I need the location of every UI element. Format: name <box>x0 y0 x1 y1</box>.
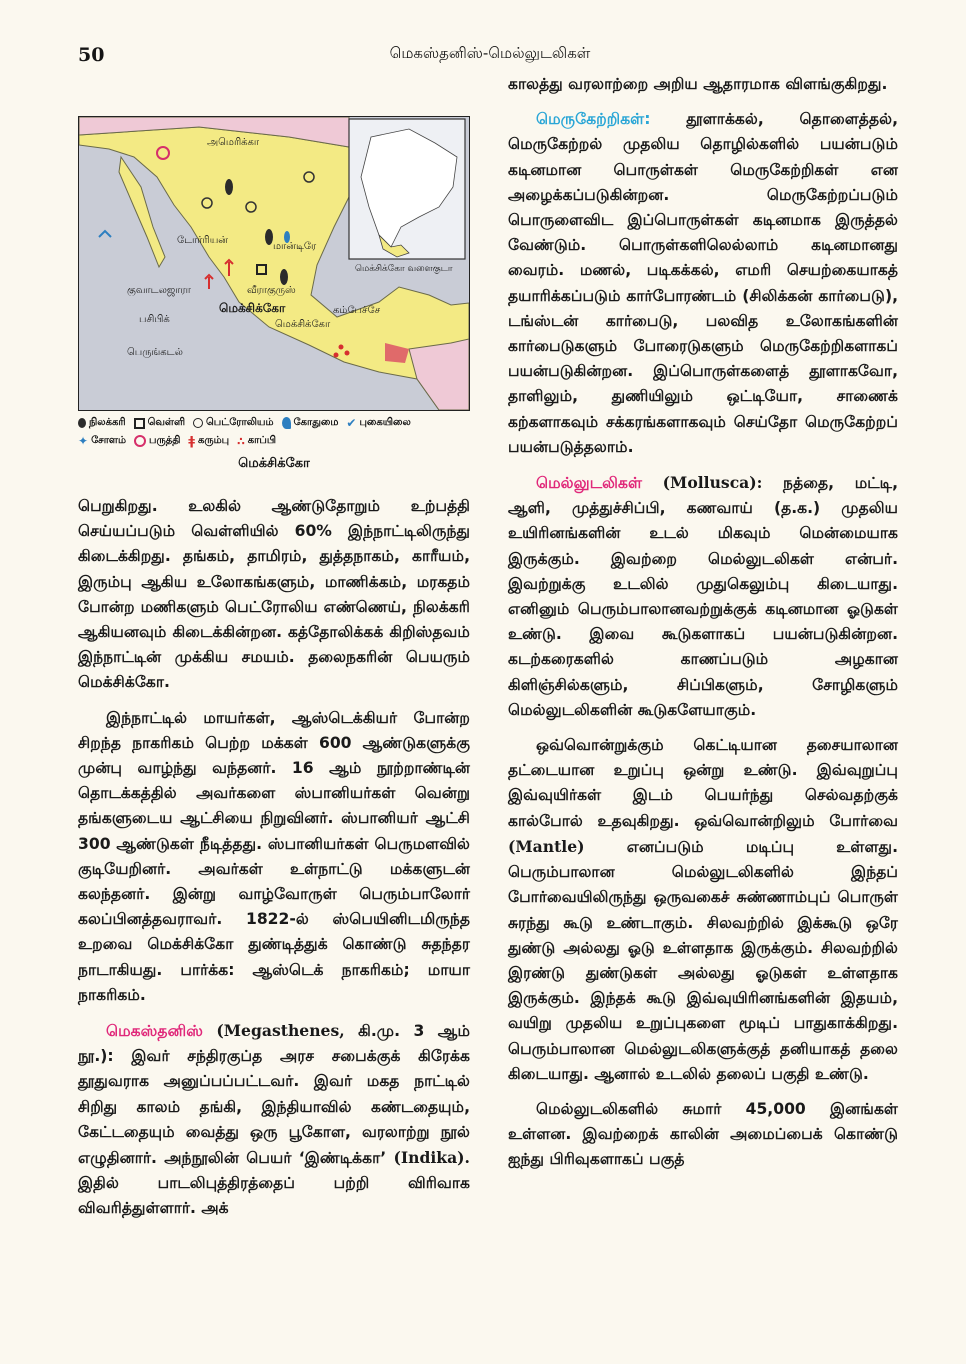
paragraph: இந்நாட்டில் மாயர்கள், ஆஸ்டெக்கியர் போன்ற சிறந்த நாகரிகம் பெற்ற மக்கள் 600 ஆண்டுகளுக்கு முன்பு வாழ்ந்து வந்தனர். 16 ஆம் நூற்றாண்டின் தொடக்கத்தில் அவர்களை ஸ்பானியர்கள் வென்று தங்களுடைய ஆட்சியை நிறுவினர். ஸ்பானியர் ஆட்சி 300 ஆண்டுகள் நீடித்தது. ஸ்பானியர்கள் பெருமளவில் குடியேறினர். அவர்கள் உள்நாட்டு மக்களுடன் கலந்தனர். இன்று வாழ்வோருள் பெரும்பாலோர் கலப்பினத்தவராவர். 1822-ல் ஸ்பெயினிடமிருந்த உறவை மெக்சிக்கோ துண்டித்துக் கொண்டு சுதந்தர நாடாகியது. பார்க்க: ஆஸ்டெக் நாகரிகம்; மாயா நாகரிகம். <box>78 708 470 1004</box>
legend-petroleum <box>193 417 273 429</box>
map-label-pacific: பசிபிக் <box>139 314 170 325</box>
right-column-text <box>508 72 898 1173</box>
paragraph-abrasives <box>508 107 898 460</box>
map-label-gulf: மெக்சிக்கோ வளைகுடா <box>355 264 453 274</box>
silver-icon <box>134 418 145 429</box>
map-caption: மெக்சிக்கோ <box>238 456 310 471</box>
coal-icon <box>78 418 86 428</box>
map-graphic <box>79 117 469 410</box>
map-label-torreon: டோர்ரியன் <box>177 235 228 246</box>
left-column-text <box>78 494 470 1222</box>
map-label-veracruz: வீராகுருஸ் <box>247 285 296 296</box>
coffee-icon <box>345 351 350 356</box>
paragraph-mantle <box>508 733 898 1087</box>
mexico-map <box>78 116 470 411</box>
paragraph-body: எனப்படும் மடிப்பு உள்ளது. பெரும்பாலான மெல்லுடலிகளில் இந்தப் போர்வையிலிருந்து ஒருவகைச் சுண்ணாம்புப் பொருள் சுரந்து கூடு உண்டாகும். சிலவற்றில் இக்கூடு ஒரே துண்டு அல்லது ஓடு உள்ளதாக இருக்கும். சிலவற்றில் இரண்டு துண்டுகள் அல்லது ஓடுகள் உள்ளதாக இருக்கும். இந்தக் கூடு இவ்வுயிரினங்களின் இதயம், வயிறு முதலிய உறுப்புகளை மூடிப் பாதுகாக்கிறது. பெரும்பாலான மெல்லுடலிகளுக்குத் தனியாகத் தலை கிடையாது. ஆனால் உடலில் தலைப் பகுதி உண்டு. <box>508 837 898 1083</box>
tobacco-icon: ✔ <box>346 416 357 430</box>
legend-row-1 <box>78 414 470 432</box>
entry-date: கி.மு. 3 ஆம் நூ.): <box>78 1022 471 1066</box>
coal-icon <box>280 269 288 285</box>
legend-silver <box>134 417 185 429</box>
legend-label: பருத்தி <box>149 435 181 446</box>
legend-label: கரும்பு <box>197 435 230 446</box>
map-label-campeche: கம்பேச்சே <box>333 305 381 316</box>
legend-coal <box>78 417 126 429</box>
coal-icon <box>225 179 233 195</box>
coal-icon <box>265 229 273 245</box>
legend-sugarcane <box>188 434 229 448</box>
legend-label: சோளம் <box>91 435 126 446</box>
latin-term: (Mollusca): <box>642 473 763 493</box>
map-label-monterrey: மான்டிரே <box>273 241 317 252</box>
map-label-pacific-ocean: பெருங்கடல் <box>127 347 183 358</box>
entry-heading-megasthenes: மெகஸ்தனிஸ் <box>106 1022 203 1041</box>
entry-heading-abrasives: மெருகேற்றிகள்: <box>536 110 651 129</box>
legend-label: பெட்ரோலியம் <box>206 417 274 428</box>
latin-term: (Megasthenes, <box>202 1021 359 1041</box>
latin-term: (Indika). <box>393 1148 470 1168</box>
wheat-icon <box>282 417 291 429</box>
map-label-guadalajara: குவாடலஜாரா <box>127 285 191 296</box>
paragraph: பெறுகிறது. உலகில் ஆண்டுதோறும் உற்பத்தி செய்யப்படும் வெள்ளியில் 60% இந்நாட்டிலிருந்து கிடைக்கிறது. தங்கம், தாமிரம், துத்தநாகம், காரீயம், இரும்பு ஆகிய உலோகங்களும், மாணிக்கம், மரகதம் போன்ற மணிகளும் பெட்ரோலிய எண்ணெய், நிலக்கரி ஆகியனவும் கிடைக்கின்றன. கத்தோலிக்கக் கிறிஸ்தவம் இந்நாட்டின் முக்கிய சமயம். தலைநகரின் பெயரும் மெக்சிக்கோ. <box>78 497 470 692</box>
maize-icon: ✦ <box>78 434 89 448</box>
coffee-icon <box>339 345 344 350</box>
legend-label: புகையிலை <box>359 417 411 428</box>
paragraph-body: இவர் சந்திரகுப்த அரச சபைக்குக் கிரேக்க தூதுவராக அனுப்பப்பட்டவர். இவர் மகத நாட்டில் சிறிது காலம் தங்கி, இந்தியாவில் கண்டதையும், கேட்டதையும் வைத்து ஒரு பூகோள, வரலாற்று நூல் எழுதினார். அந்நூலின் பெயர் ‘இண்டிக்கா’ <box>78 1047 470 1168</box>
running-head: மெகஸ்தனிஸ்-மெல்லுடலிகள் <box>389 44 591 62</box>
legend-cotton <box>134 435 180 447</box>
paragraph: காலத்து வரலாற்றை அறிய ஆதாரமாக விளங்குகிறது. <box>508 75 888 93</box>
petroleum-icon <box>193 418 203 428</box>
legend-label: வெள்ளி <box>147 417 186 428</box>
paragraph-body: தூளாக்கல், தொளைத்தல், மெருகேற்றல் முதலிய தொழில்களில் பயன்படும் கடினமான பொருள்கள் மெருகேற்றிகள் என அழைக்கப்படுகின்றன. மெருகேற்றப்படும் பொருளைவிட இப்பொருள்கள் கடினமாக இருத்தல் வேண்டும். பொருள்களிலெல்லாம் கடினமானது வைரம். மணல், படிகக்கல், எமரி செயற்கையாகத் தயாரிக்கப்படும் கார்போரண்டம் (சிலிக்கன் கார்பைடு), டங்ஸ்டன் கார்பைடு, பலவித உலோகங்களின் கார்பைடுகளும் போரைடுகளும் மெருகேற்றிகளாகப் பயன்படுகின்றன. இப்பொருள்களைத் தூளாகவோ, தாளிலும், துணியிலும் ஒட்டியோ, சாணைக் கற்களாகவும் சக்கரங்களாகவும் செய்தோ மெருகேற்றப் பயன்படுத்தலாம். <box>508 110 898 456</box>
paragraph-body: ஒவ்வொன்றுக்கும் கெட்டியான தசையாலான தட்டையான உறுப்பு ஒன்று உண்டு. இவ்வுறுப்பு இவ்வுயிர்கள் இடம் பெயர்ந்து செல்வதற்குக் கால்போல் உதவுகிறது. ஒவ்வொன்றிலும் போர்வை <box>508 736 898 830</box>
legend-label: காப்பி <box>247 435 276 446</box>
legend-label: நிலக்கரி <box>89 417 126 428</box>
legend-wheat <box>282 417 339 429</box>
paragraph-body: இதில் பாடலிபுத்திரத்தைப் பற்றி விரிவாக விவரித்துள்ளார். அக் <box>78 1174 470 1218</box>
paragraph-body: நத்தை, மட்டி, ஆளி, முத்துச்சிப்பி, கணவாய் (த.க.) முதலிய உயிரினங்களின் உடல் மிகவும் மென்மையாக இருக்கும். இவற்றை மெல்லுடலிகள் என்பர். இவற்றுக்கு உடலில் முதுகெலும்பு கிடையாது. எனினும் பெரும்பாலானவற்றுக்குக் கடினமான ஓடுகள் உண்டு. இவை கூடுகளாகப் பயன்படுகின்றன. கடற்கரைகளில் காணப்படும் அழகான கிளிஞ்சில்களும், சிப்பிகளும், சோழிகளும் மெல்லுடலிகளின் கூடுகளேயாகும். <box>508 474 898 719</box>
sugarcane-icon: ǂ <box>188 434 195 448</box>
page-number: 50 <box>78 44 105 66</box>
map-label-america: அமெரிக்கா <box>207 137 260 148</box>
paragraph: மெல்லுடலிகளில் சுமார் 45,000 இனங்கள் உள்ளன. இவற்றைக் காலின் அமைப்பைக் கொண்டு ஐந்து பிரிவுகளாகப் பகுத் <box>508 1099 898 1169</box>
legend-tobacco <box>346 416 410 430</box>
paragraph-megasthenes <box>78 1018 470 1222</box>
legend-row-2 <box>78 432 470 450</box>
coffee-icon: ∴ <box>237 434 245 448</box>
map-legend <box>78 414 470 450</box>
map-label-mexico: மெக்சிக்கோ <box>219 301 286 315</box>
paragraph-mollusca <box>508 470 898 723</box>
legend-label: கோதுமை <box>293 417 339 428</box>
map-label-mexico-city: மெக்சிக்கோ <box>275 319 331 330</box>
coffee-icon <box>334 353 339 358</box>
legend-maize <box>78 434 126 448</box>
legend-coffee <box>237 435 276 448</box>
entry-heading-mollusca: மெல்லுடலிகள் <box>536 474 643 493</box>
cotton-icon <box>134 435 146 447</box>
latin-term: (Mantle) <box>508 836 585 856</box>
